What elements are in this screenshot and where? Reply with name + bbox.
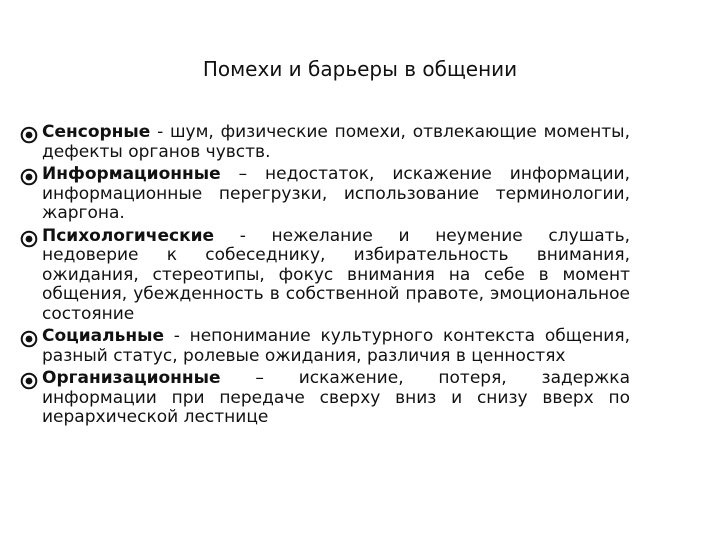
list-item-informational bbox=[20, 165, 630, 224]
list-item-social bbox=[20, 327, 630, 366]
circled-dot-icon bbox=[20, 330, 38, 348]
item-description: – недостаток, искажение информации, информационные перегрузки, использование терминологии, жаргона. bbox=[42, 164, 630, 223]
list-item-organizational bbox=[20, 369, 630, 428]
circled-dot-icon bbox=[20, 126, 38, 144]
item-description: - непонимание культурного контекста общения, разный статус, ролевые ожидания, различия в ценностях bbox=[42, 326, 630, 366]
list-item-sensory bbox=[20, 123, 630, 162]
item-term: Информационные bbox=[42, 164, 221, 184]
item-term: Социальные bbox=[42, 326, 164, 346]
slide-title: Помехи и барьеры в общении bbox=[202, 57, 518, 81]
item-term: Сенсорные bbox=[42, 122, 151, 142]
circled-dot-icon bbox=[20, 168, 38, 186]
item-term: Психологические bbox=[42, 225, 215, 246]
circled-dot-icon bbox=[20, 372, 38, 390]
circled-dot-icon bbox=[20, 230, 38, 248]
item-description: – искажение, потеря, задержка информации при передаче сверху вниз и снизу вверх по иерархической лестнице bbox=[42, 368, 630, 427]
barrier-list bbox=[20, 123, 630, 431]
item-description: - шум, физические помехи, отвлекающие моменты, дефекты органов чувств. bbox=[42, 122, 630, 162]
item-description: - нежелание и неумение слушать, недоверие к собеседнику, избирательность внимания, ожидания, стереотипы, фокус внимания на себе в момент общения, убежденность в собственной правоте, эмоциональное состояние bbox=[42, 225, 630, 324]
item-term: Организационные bbox=[42, 368, 221, 388]
list-item-psychological bbox=[20, 227, 630, 325]
